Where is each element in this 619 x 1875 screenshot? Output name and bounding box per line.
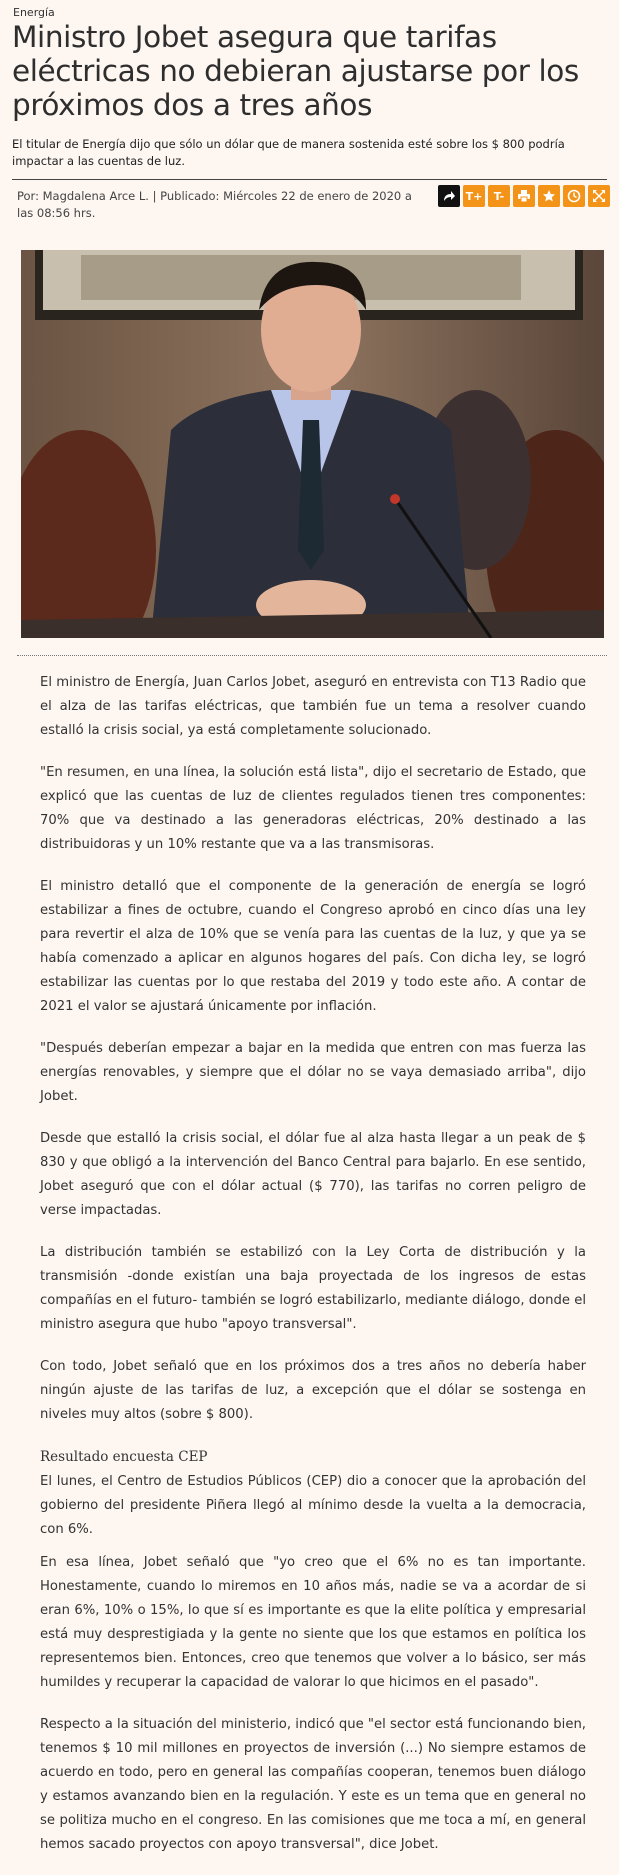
- text-larger-button[interactable]: T+: [463, 185, 485, 207]
- article-photo-illustration: [21, 250, 604, 638]
- paragraph: El lunes, el Centro de Estudios Públicos (CEP) dio a conocer que la aprobación del gobierno del presidente Piñera llegó al mínimo desde la vuelta a la democracia, con 6%.: [40, 1474, 586, 1537]
- divider: [12, 179, 607, 180]
- article-toolbar: [438, 185, 610, 207]
- article-photo: [21, 250, 604, 638]
- print-icon: [517, 189, 531, 203]
- paragraph: El ministro detalló que el componente de la generación de energía se logró estabilizar a fines de octubre, cuando el Congreso aprobó en cinco días una ley para revertir el alza de 10% que se venía para las cuentas de la luz, y que ya se había comenzado a aplicar en algunos hogares del país. Con dicha ley, se logró estabilizar las cuentas por lo que restaba del 2019 y todo este año. A contar de 2021 el valor se ajustará únicamente por inflación.: [40, 879, 586, 1014]
- text-smaller-button[interactable]: T-: [488, 185, 510, 207]
- subheading: Resultado encuesta CEP: [40, 1449, 208, 1465]
- paragraph: La distribución también se estabilizó con la Ley Corta de distribución y la transmisión -donde existían una baja proyectada de los ingresos de estas compañías en el futuro- también se logró estabilizarlo, mediante diálogo, donde el ministro asegura que hubo "apoyo transversal".: [40, 1245, 586, 1332]
- headline: Ministro Jobet asegura que tarifas eléctricas no debieran ajustarse por los próximos dos a tres años: [12, 20, 579, 122]
- history-button[interactable]: [563, 185, 585, 207]
- separator: [17, 655, 607, 656]
- share-button[interactable]: [438, 185, 460, 207]
- byline: Por: Magdalena Arce L. | Publicado: Miércoles 22 de enero de 2020 a las 08:56 hrs.: [17, 189, 412, 220]
- section-label[interactable]: Energía: [13, 6, 55, 19]
- paragraph: Con todo, Jobet señaló que en los próximos dos a tres años no debería haber ningún ajuste de las tarifas de luz, a excepción que el dólar se sostenga en niveles muy altos (sobre $ 800).: [40, 1359, 586, 1422]
- share-arrow-icon: [442, 189, 456, 203]
- subtitle: El titular de Energía dijo que sólo un dólar que de manera sostenida esté sobre los $ 800 podría impactar a las cuentas de luz.: [12, 137, 565, 168]
- print-button[interactable]: [513, 185, 535, 207]
- paragraph: Respecto a la situación del ministerio, indicó que "el sector está funcionando bien, tenemos $ 10 mil millones en proyectos de inversión (...) No siempre estamos de acuerdo en todo, pero en general las compañías cooperan, tenemos buen diálogo y estamos avanzando bien en la regulación. Y este es un tema que en general no se politiza mucho en el congreso. En las comisiones que me toca a mí, en general hemos sacado proyectos con apoyo transversal", dice Jobet.: [40, 1717, 586, 1852]
- paragraph: "Después deberían empezar a bajar en la medida que entren con mas fuerza las energías renovables, y siempre que el dólar no se vaya demasiado arriba", dijo Jobet.: [40, 1041, 586, 1104]
- expand-icon: [592, 189, 606, 203]
- clock-icon: [567, 189, 581, 203]
- paragraph: El ministro de Energía, Juan Carlos Jobet, aseguró en entrevista con T13 Radio que el alza de las tarifas eléctricas, que también fue un tema a resolver cuando estalló la crisis social, ya está completamente solucionado.: [40, 675, 586, 738]
- article-body: [40, 671, 586, 1875]
- paragraph: En esa línea, Jobet señaló que "yo creo que el 6% no es tan importante. Honestamente, cuando lo miremos en 10 años más, nadie se va a acordar de si eran 6%, 10% o 15%, lo que sí es importante es que la elite política y empresarial está muy desprestigiada y la gente no siente que los que estamos en política los representemos bien. Entonces, creo que tenemos que volver a lo básico, ser más humildes y recuperar la capacidad de valorar lo que hicimos en el pasado".: [40, 1555, 586, 1690]
- fullscreen-button[interactable]: [588, 185, 610, 207]
- paragraph: Desde que estalló la crisis social, el dólar fue al alza hasta llegar a un peak de $ 830 y que obligó a la intervención del Banco Central para bajarlo. En ese sentido, Jobet aseguró que con el dólar actual ($ 770), las tarifas no corren peligro de verse impactadas.: [40, 1131, 586, 1218]
- paragraph: "En resumen, en una línea, la solución está lista", dijo el secretario de Estado, que explicó que las cuentas de luz de clientes regulados tienen tres componentes: 70% que va destinado a las generadoras eléctricas, 20% destinado a las distribuidoras y un 10% restante que va a las transmisoras.: [40, 765, 586, 852]
- favorite-button[interactable]: [538, 185, 560, 207]
- star-icon: [542, 189, 556, 203]
